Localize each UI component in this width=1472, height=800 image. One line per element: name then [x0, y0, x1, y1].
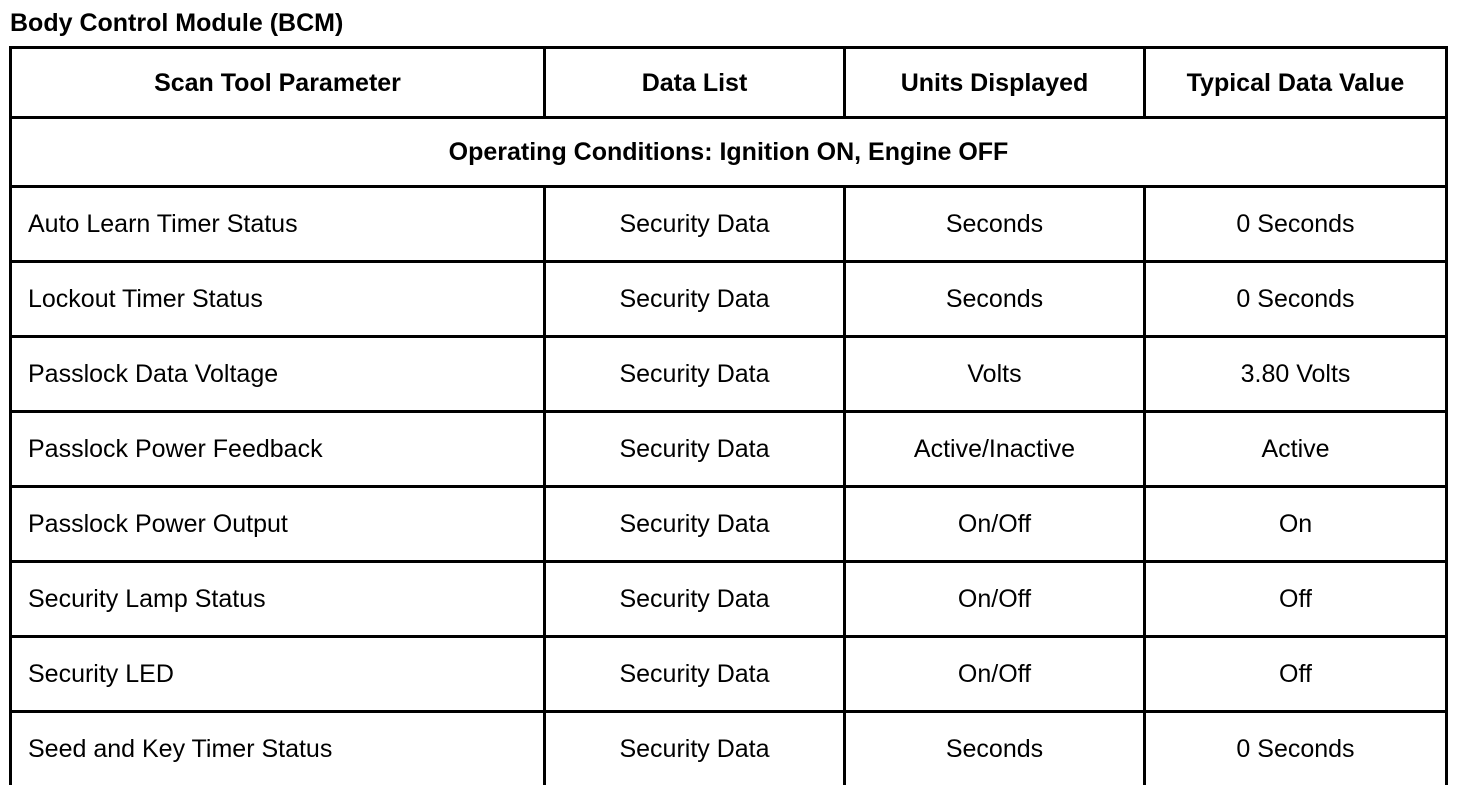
units-cell: Active/Inactive — [845, 412, 1145, 487]
units-cell: Volts — [845, 337, 1145, 412]
typical-value-cell: Off — [1145, 637, 1447, 712]
units-cell: Seconds — [845, 262, 1145, 337]
units-cell: On/Off — [845, 487, 1145, 562]
parameter-cell: Auto Learn Timer Status — [11, 187, 545, 262]
data-list-cell: Security Data — [545, 412, 845, 487]
parameter-cell: Seed and Key Timer Status — [11, 712, 545, 786]
header-data-list: Data List — [545, 48, 845, 118]
operating-conditions: Operating Conditions: Ignition ON, Engine OFF — [11, 118, 1447, 187]
units-cell: Seconds — [845, 712, 1145, 786]
header-row — [11, 48, 1447, 118]
data-list-cell: Security Data — [545, 712, 845, 786]
header-units-displayed: Units Displayed — [845, 48, 1145, 118]
parameter-cell: Security Lamp Status — [11, 562, 545, 637]
units-cell: On/Off — [845, 562, 1145, 637]
table-row — [11, 412, 1447, 487]
typical-value-cell: On — [1145, 487, 1447, 562]
typical-value-cell: 0 Seconds — [1145, 712, 1447, 786]
table-row — [11, 337, 1447, 412]
table-row — [11, 562, 1447, 637]
table-row — [11, 187, 1447, 262]
parameter-cell: Passlock Power Output — [11, 487, 545, 562]
typical-value-cell: 3.80 Volts — [1145, 337, 1447, 412]
typical-value-cell: Off — [1145, 562, 1447, 637]
bcm-data-table — [9, 46, 1448, 785]
table-row — [11, 637, 1447, 712]
typical-value-cell: 0 Seconds — [1145, 262, 1447, 337]
parameter-cell: Passlock Data Voltage — [11, 337, 545, 412]
document-title: Body Control Module (BCM) — [10, 9, 344, 37]
data-list-cell: Security Data — [545, 262, 845, 337]
parameter-cell: Lockout Timer Status — [11, 262, 545, 337]
operating-conditions-row — [11, 118, 1447, 187]
data-list-cell: Security Data — [545, 487, 845, 562]
units-cell: On/Off — [845, 637, 1145, 712]
table-row — [11, 262, 1447, 337]
units-cell: Seconds — [845, 187, 1145, 262]
table-row — [11, 712, 1447, 786]
header-typical-data-value: Typical Data Value — [1145, 48, 1447, 118]
parameter-cell: Passlock Power Feedback — [11, 412, 545, 487]
typical-value-cell: Active — [1145, 412, 1447, 487]
data-list-cell: Security Data — [545, 187, 845, 262]
data-list-cell: Security Data — [545, 562, 845, 637]
data-list-cell: Security Data — [545, 637, 845, 712]
header-scan-tool-parameter: Scan Tool Parameter — [11, 48, 545, 118]
table-row — [11, 487, 1447, 562]
data-list-cell: Security Data — [545, 337, 845, 412]
typical-value-cell: 0 Seconds — [1145, 187, 1447, 262]
parameter-cell: Security LED — [11, 637, 545, 712]
